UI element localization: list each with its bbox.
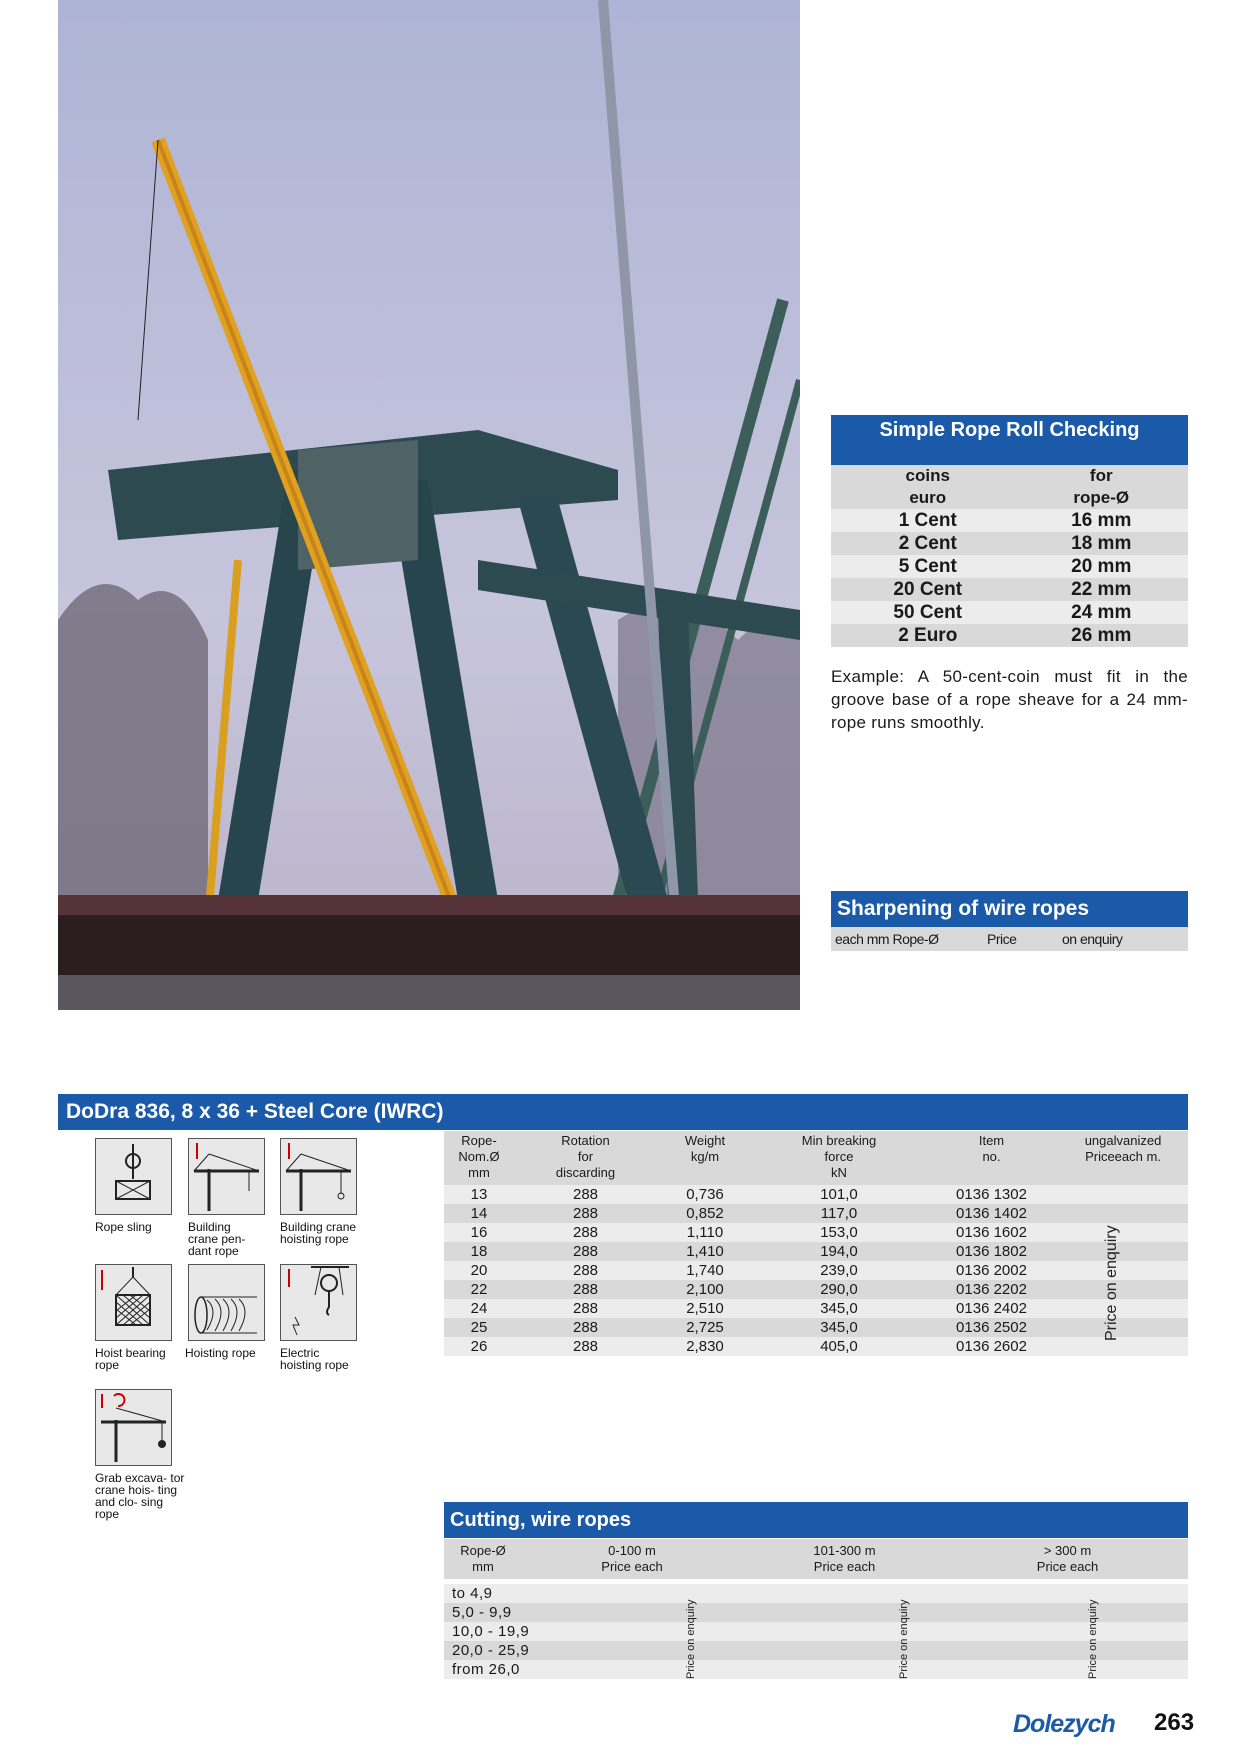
rope-table-header [444, 1131, 1188, 1185]
table-cell: 0,852 [686, 1205, 724, 1222]
table-row [444, 1261, 1188, 1280]
table-cell: 2,725 [686, 1319, 724, 1336]
table-cell: 24 [470, 1300, 488, 1317]
table-cell: 26 [470, 1338, 488, 1355]
rope-cell: 22 mm [1071, 579, 1132, 600]
svg-text:Price on enquiry: Price on enquiry [1103, 1225, 1120, 1341]
coin-cell: 5 Cent [898, 556, 957, 577]
table-cell: 1,740 [686, 1262, 724, 1279]
coin-cell: 2 Cent [898, 533, 957, 554]
brand-logo: Dolezych [1013, 1710, 1115, 1738]
table-cell: 117,0 [820, 1205, 858, 1222]
table-cell: 1,110 [686, 1224, 724, 1241]
table-cell: 0136 2502 [956, 1319, 1027, 1336]
rope-spec-table [444, 1131, 1188, 1356]
rope-cell: 26 mm [1071, 625, 1132, 646]
table-cell: 0136 2002 [956, 1262, 1027, 1279]
table-cell: 0136 2602 [956, 1338, 1027, 1355]
table-cell: 288 [572, 1262, 599, 1279]
icon-caption: Building crane hoisting rope [280, 1220, 357, 1246]
hoist-bearing-rope-icon [95, 1264, 172, 1341]
table-cell: 1,410 [686, 1243, 724, 1260]
building-crane-hoisting-rope-icon [280, 1138, 357, 1215]
header-rope-diameter: Rope-Ø mm [460, 1543, 506, 1574]
table-cell: 194,0 [820, 1243, 858, 1260]
hoisting-rope-icon [188, 1264, 265, 1341]
table-cell: 14 [470, 1205, 488, 1222]
table-cell: 288 [572, 1205, 599, 1222]
icon-caption: Rope sling [95, 1220, 152, 1234]
coin-table-header [831, 487, 1188, 509]
icon-caption: Building crane pen- dant rope [188, 1220, 246, 1258]
building-crane-pendant-rope-icon [188, 1138, 265, 1215]
rope-cell: 18 mm [1071, 533, 1132, 554]
rope-table-body [444, 1185, 1188, 1356]
coin-example-text: Example: A 50-cent-coin must fit in the groove base of a rope sheave for a 24 mm-rope runs smoothly. [831, 667, 1188, 732]
table-row: 10,0 - 19,9 [444, 1622, 1188, 1641]
table-cell: 0136 1402 [956, 1205, 1027, 1222]
page-number: 263 [1154, 1709, 1195, 1736]
dodra-title: DoDra 836, 8 x 36 + Steel Core (IWRC) [58, 1094, 1188, 1130]
icon-caption: Hoist bearing rope [95, 1346, 166, 1372]
header-item-no: Item no. [978, 1133, 1005, 1164]
table-cell: 288 [572, 1300, 599, 1317]
table-cell: 2,830 [686, 1338, 724, 1355]
table-cell: 288 [572, 1186, 599, 1203]
coin-cell: 20 Cent [893, 579, 963, 600]
table-row [444, 1299, 1188, 1318]
rope-sling-icon [95, 1138, 172, 1215]
header-101-300: 101-300 m Price each [813, 1543, 876, 1574]
table-row [444, 1280, 1188, 1299]
header-over-300: > 300 m Price each [1036, 1543, 1099, 1574]
table-row: 20,0 - 25,9 [444, 1641, 1188, 1660]
header-0-100: 0-100 m Price each [601, 1543, 663, 1574]
sharpening-row [831, 927, 1188, 951]
table-row [831, 509, 1188, 532]
header-breaking-force: Min breaking force kN [801, 1133, 877, 1180]
table-cell: 0136 1602 [956, 1224, 1027, 1241]
table-cell: 239,0 [820, 1262, 858, 1279]
table-row [831, 624, 1188, 647]
coin-cell: 50 Cent [893, 602, 963, 623]
table-row: to 4,9 [444, 1584, 1188, 1603]
table-cell: 288 [572, 1338, 599, 1355]
header-weight: Weight kg/m [684, 1133, 726, 1164]
icon-caption: Grab excava- tor crane hois- ting and clo- sing rope [95, 1471, 185, 1521]
table-cell: 288 [572, 1224, 599, 1241]
table-cell: 16 [470, 1224, 488, 1241]
sharpening-title: Sharpening of wire ropes [831, 891, 1188, 927]
coin-table-header [831, 465, 1188, 487]
sharpening-unit: each mm Rope-Ø [835, 931, 939, 947]
sharpening-price-label: Price [987, 931, 1017, 947]
table-row [444, 1337, 1188, 1356]
table-row [444, 1185, 1188, 1204]
price-on-enquiry-note [1098, 1186, 1128, 1346]
table-cell: 288 [572, 1281, 599, 1298]
table-row [831, 532, 1188, 555]
table-cell: 0136 1302 [956, 1186, 1027, 1203]
coin-cell: 2 Euro [898, 625, 958, 646]
table-cell: 0136 1802 [956, 1243, 1027, 1260]
header-rotation: Rotation for discarding [555, 1133, 616, 1180]
table-cell: 22 [470, 1281, 488, 1298]
table-row [444, 1318, 1188, 1337]
price-on-enquiry-note [1082, 1582, 1102, 1682]
table-cell: 13 [470, 1186, 488, 1203]
header-rope-diameter: Rope- Nom.Ø mm [458, 1133, 500, 1180]
price-on-enquiry-note [680, 1582, 700, 1682]
table-row: 5,0 - 9,9 [444, 1603, 1188, 1622]
svg-text:Price on enquiry: Price on enquiry [1087, 1599, 1099, 1679]
coin-cell: 1 Cent [898, 510, 957, 531]
table-cell: 290,0 [820, 1281, 858, 1298]
rope-cell: 20 mm [1071, 556, 1132, 577]
table-cell: 0136 2202 [956, 1281, 1027, 1298]
header-euro: euro [909, 488, 947, 507]
table-cell: 153,0 [820, 1224, 858, 1241]
table-cell: 0136 2402 [956, 1300, 1027, 1317]
cutting-table-body [444, 1584, 1188, 1679]
table-cell: 20 [470, 1262, 488, 1279]
sharpening-price-value: on enquiry [1062, 931, 1123, 947]
table-cell: 405,0 [820, 1338, 858, 1355]
rope-cell: 24 mm [1071, 602, 1132, 623]
table-row [444, 1242, 1188, 1261]
header-rope-diameter: rope-Ø [1073, 488, 1130, 507]
cutting-title: Cutting, wire ropes [444, 1502, 1188, 1538]
grab-excavator-rope-icon [95, 1389, 172, 1466]
table-row [444, 1204, 1188, 1223]
svg-text:Price on enquiry: Price on enquiry [685, 1599, 697, 1679]
coin-table [831, 465, 1188, 647]
table-row [831, 601, 1188, 624]
table-row [831, 555, 1188, 578]
table-cell: 345,0 [820, 1319, 858, 1336]
header-for: for [1089, 466, 1113, 485]
table-row [444, 1223, 1188, 1242]
icon-caption: Electric hoisting rope [280, 1346, 349, 1372]
price-on-enquiry-note [893, 1582, 913, 1682]
table-cell: 18 [470, 1243, 488, 1260]
table-cell: 25 [470, 1319, 488, 1336]
svg-text:Price on enquiry: Price on enquiry [898, 1599, 910, 1679]
icon-caption: Hoisting rope [185, 1346, 256, 1360]
table-cell: 345,0 [820, 1300, 858, 1317]
cutting-table-header [444, 1539, 1188, 1579]
coin-table-title: Simple Rope Roll Checking [831, 415, 1188, 465]
crane-photo [58, 0, 800, 1010]
table-cell: 2,510 [686, 1300, 724, 1317]
header-price: ungalvanized Priceeach m. [1084, 1133, 1162, 1164]
table-cell: 101,0 [820, 1186, 858, 1203]
header-coins: coins [905, 466, 950, 485]
rope-cell: 16 mm [1071, 510, 1132, 531]
table-cell: 2,100 [686, 1281, 724, 1298]
table-cell: 288 [572, 1243, 599, 1260]
table-cell: 0,736 [686, 1186, 724, 1203]
table-row [831, 578, 1188, 601]
table-cell: 288 [572, 1319, 599, 1336]
electric-hoisting-rope-icon [280, 1264, 357, 1341]
table-row: from 26,0 [444, 1660, 1188, 1679]
